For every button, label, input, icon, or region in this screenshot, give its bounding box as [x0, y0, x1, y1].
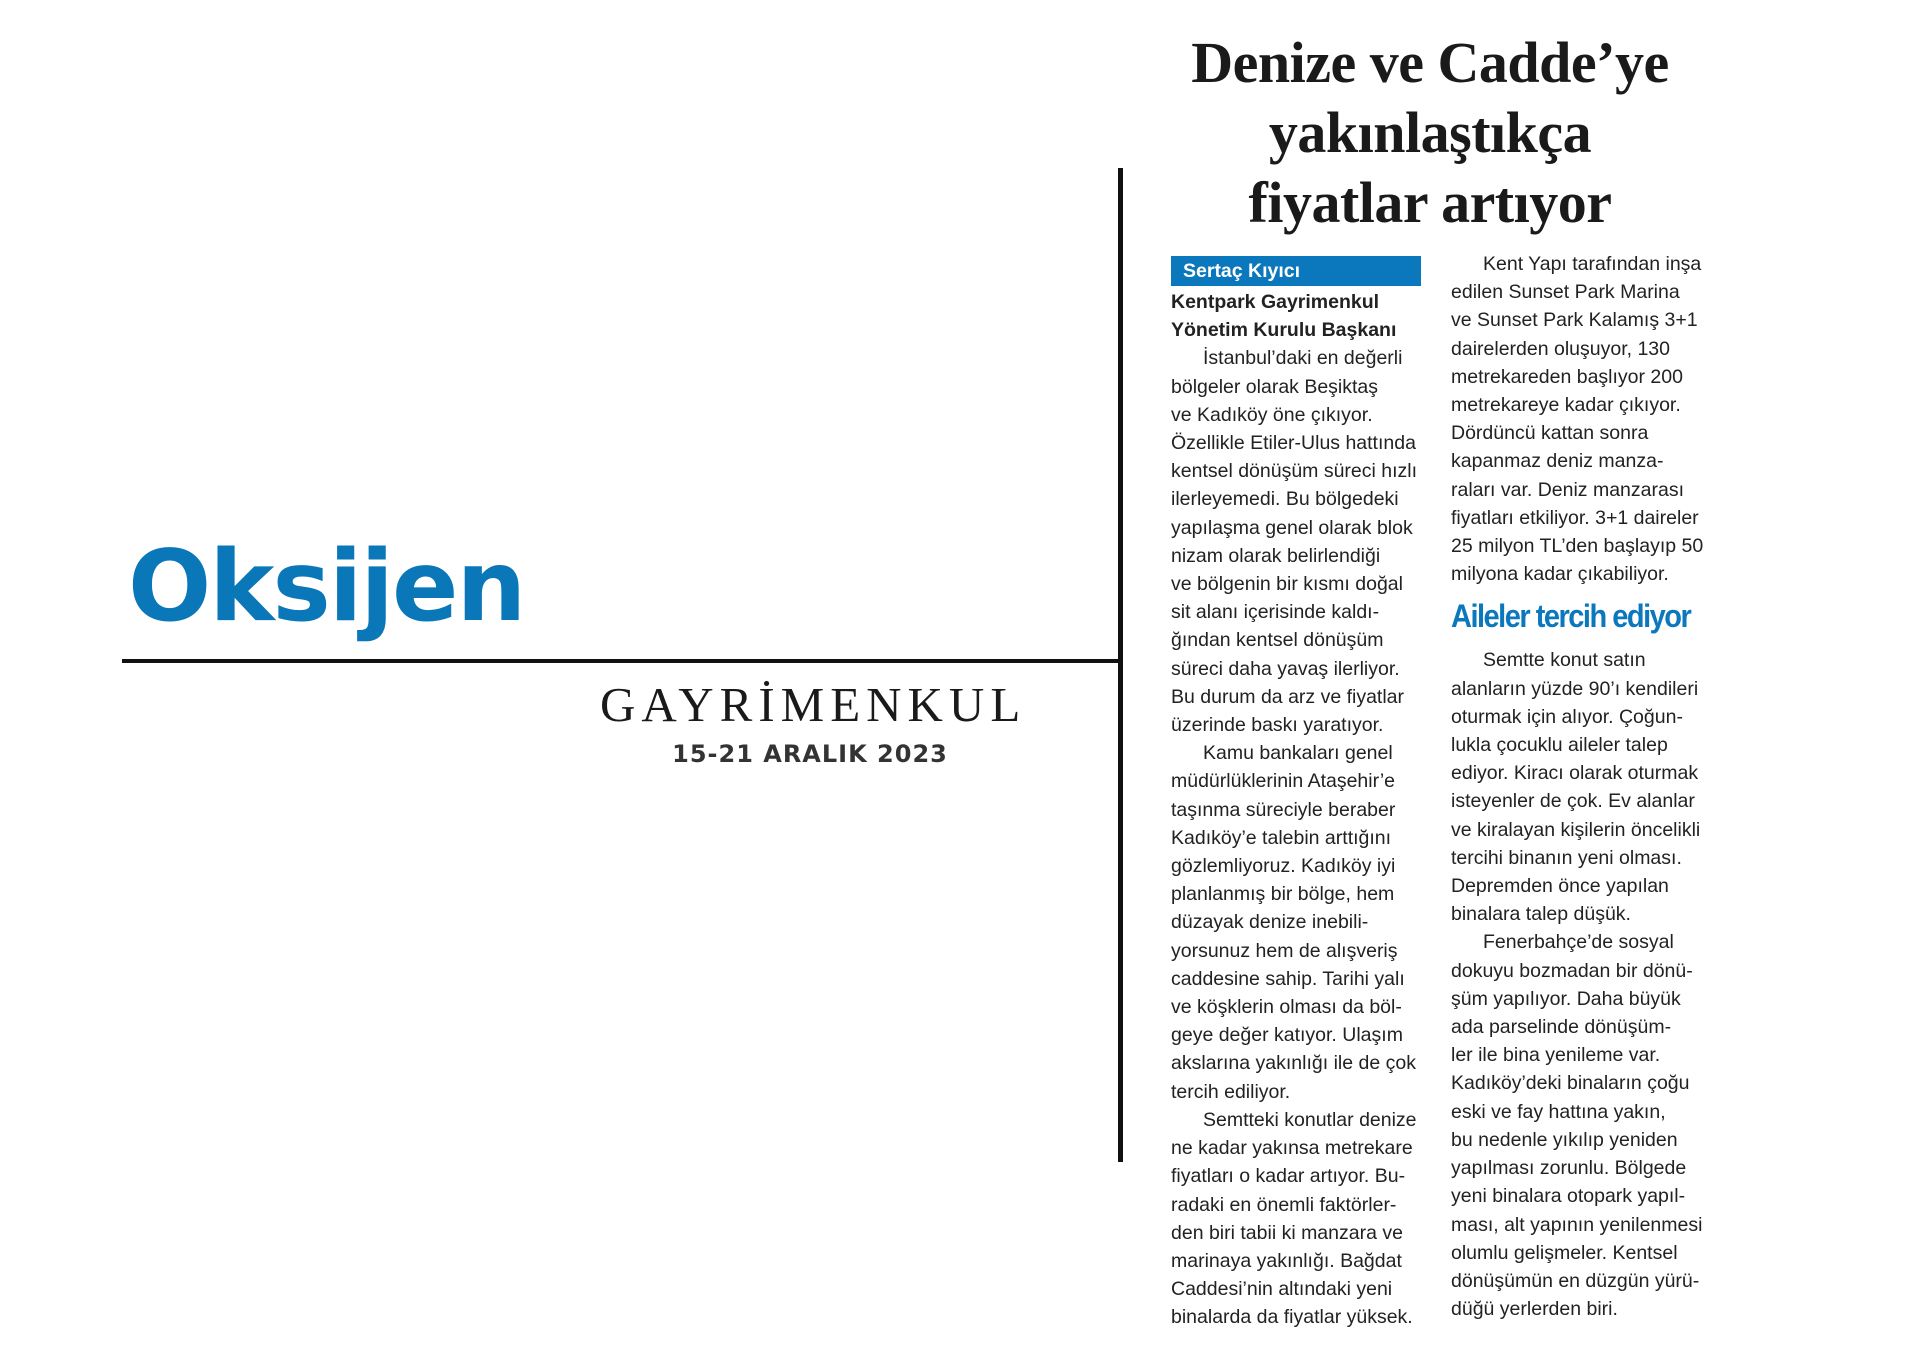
- text-line: ve Kadıköy öne çıkıyor.: [1171, 403, 1373, 426]
- article-column-right: [1451, 250, 1711, 1323]
- text-line: taşınma süreciyle beraber: [1171, 798, 1396, 821]
- oksijen-logo: Oksijen: [128, 530, 525, 644]
- text-line: Semtte konut satın: [1483, 649, 1646, 672]
- issue-date: 15-21 ARALIK 2023: [672, 740, 948, 768]
- text-line: Dördüncü kattan sonra: [1451, 422, 1649, 445]
- text-line: binalarda da fiyatlar yüksek.: [1171, 1306, 1413, 1329]
- text-line: marinaya yakınlığı. Bağdat: [1171, 1249, 1402, 1272]
- text-line: tercih ediliyor.: [1171, 1080, 1291, 1103]
- text-line: müdürlüklerinin Ataşehir’e: [1171, 770, 1396, 793]
- text-line: Kent Yapı tarafından inşa: [1483, 253, 1702, 275]
- text-line: sit alanı içerisinde kaldı-: [1171, 601, 1380, 624]
- text-line: dönüşümün en düzgün yürü-: [1451, 1269, 1700, 1292]
- text-line: ması, alt yapının yenilenmesi: [1451, 1213, 1703, 1236]
- headline-line: yakınlaştıkça: [1268, 100, 1592, 165]
- text-line: bölgeler olarak Beşiktaş: [1171, 375, 1379, 398]
- text-line: düzayak denize inebili-: [1171, 911, 1369, 934]
- text-line: fiyatları o kadar artıyor. Bu-: [1171, 1165, 1406, 1188]
- text-line: ğından kentsel dönüşüm: [1171, 629, 1384, 652]
- vertical-divider: [1118, 168, 1123, 1162]
- author-badge: Sertaç Kıyıcı: [1171, 256, 1421, 286]
- section-title: GAYRİMENKUL: [600, 677, 1027, 732]
- article-column-left: [1171, 256, 1431, 1332]
- headline-line: Denize ve Cadde’ye: [1191, 30, 1669, 95]
- text-line: Kadıköy’e talebin arttığını: [1171, 826, 1392, 849]
- text-line: isteyenler de çok. Ev alanlar: [1451, 790, 1695, 813]
- text-line: süreci daha yavaş ilerliyor.: [1171, 657, 1400, 680]
- text-line: Bu durum da arz ve fiyatlar: [1171, 685, 1405, 708]
- article-headline: [1155, 28, 1705, 238]
- text-line: raları var. Deniz manzarası: [1451, 478, 1685, 501]
- text-line: dairelerden oluşuyor, 130: [1451, 337, 1670, 360]
- text-line: ve köşklerin olması da böl-: [1171, 996, 1402, 1019]
- text-line: Semtteki konutlar denize: [1203, 1108, 1417, 1131]
- author-role: Yönetim Kurulu Başkanı: [1171, 319, 1397, 342]
- text-line: ve kiralayan kişilerin öncelikli: [1451, 818, 1701, 841]
- text-line: geye değer katıyor. Ulaşım: [1171, 1024, 1403, 1047]
- text-line: nizam olarak belirlendiği: [1171, 544, 1381, 567]
- text-line: yapılaşma genel olarak blok: [1171, 516, 1413, 539]
- text-line: Fenerbahçe’de sosyal: [1483, 931, 1674, 954]
- text-line: yorsunuz hem de alışveriş: [1171, 939, 1398, 962]
- horizontal-divider: [122, 659, 1119, 663]
- right-body-text-top: [1451, 250, 1711, 588]
- text-line: dokuyu bozmadan bir dönü-: [1451, 959, 1693, 982]
- author-role: Kentpark Gayrimenkul: [1171, 291, 1380, 313]
- text-line: akslarına yakınlığı ile de çok: [1171, 1052, 1416, 1075]
- text-line: Caddesi’nin altındaki yeni: [1171, 1278, 1393, 1301]
- text-line: ilerleyemedi. Bu bölgedeki: [1171, 488, 1399, 511]
- text-line: İstanbul’daki en değerli: [1203, 347, 1403, 370]
- text-line: den biri tabii ki manzara ve: [1171, 1221, 1403, 1244]
- text-line: milyona kadar çıkabiliyor.: [1451, 563, 1669, 586]
- right-body-text-bottom: [1451, 646, 1711, 1323]
- text-line: planlanmış bir bölge, hem: [1171, 883, 1395, 906]
- text-line: binalara talep düşük.: [1451, 903, 1631, 926]
- text-line: oturmak için alıyor. Çoğun-: [1451, 705, 1683, 728]
- text-line: radaki en önemli faktörler-: [1171, 1193, 1397, 1216]
- text-line: 25 milyon TL’den başlayıp 50: [1451, 535, 1704, 558]
- text-line: ler ile bina yenileme var.: [1451, 1044, 1661, 1067]
- text-line: Özellikle Etiler-Ulus hattında: [1171, 432, 1416, 455]
- text-line: alanların yüzde 90’ı kendileri: [1451, 677, 1699, 700]
- text-line: üzerinde baskı yaratıyor.: [1171, 714, 1384, 737]
- text-line: Depremden önce yapılan: [1451, 875, 1669, 898]
- text-line: caddesine sahip. Tarihi yalı: [1171, 967, 1405, 990]
- text-line: ve bölgenin bir kısmı doğal: [1171, 573, 1403, 596]
- text-line: yeni binalara otopark yapıl-: [1451, 1185, 1686, 1208]
- left-body-text: [1171, 344, 1431, 1331]
- text-line: Kadıköy’deki binaların çoğu: [1451, 1072, 1690, 1095]
- text-line: olumlu gelişmeler. Kentsel: [1451, 1241, 1678, 1264]
- text-line: ve Sunset Park Kalamış 3+1: [1451, 309, 1698, 332]
- text-line: bu nedenle yıkılıp yeniden: [1451, 1128, 1678, 1151]
- headline-line: fiyatlar artıyor: [1248, 170, 1612, 235]
- text-line: şüm yapılıyor. Daha büyük: [1451, 987, 1681, 1010]
- text-line: ne kadar yakınsa metrekare: [1171, 1137, 1413, 1160]
- subheading: Aileler tercih ediyor: [1451, 599, 1691, 636]
- text-line: ediyor. Kiracı olarak oturmak: [1451, 762, 1699, 785]
- text-line: eski ve fay hattına yakın,: [1451, 1100, 1666, 1123]
- text-line: metrekareden başlıyor 200: [1451, 365, 1683, 388]
- text-line: tercihi binanın yeni olması.: [1451, 846, 1682, 869]
- text-line: gözlemliyoruz. Kadıköy iyi: [1171, 855, 1396, 878]
- text-line: fiyatları etkiliyor. 3+1 daireler: [1451, 506, 1699, 529]
- text-line: kentsel dönüşüm süreci hızlı: [1171, 460, 1418, 483]
- text-line: ada parselinde dönüşüm-: [1451, 1016, 1672, 1039]
- text-line: düğü yerlerden biri.: [1451, 1298, 1618, 1321]
- text-line: yapılması zorunlu. Bölgede: [1451, 1157, 1687, 1180]
- text-line: metrekareye kadar çıkıyor.: [1451, 394, 1681, 417]
- text-line: kapanmaz deniz manza-: [1451, 450, 1664, 473]
- text-line: Kamu bankaları genel: [1203, 742, 1393, 765]
- text-line: lukla çocuklu aileler talep: [1451, 734, 1668, 757]
- text-line: edilen Sunset Park Marina: [1451, 281, 1680, 304]
